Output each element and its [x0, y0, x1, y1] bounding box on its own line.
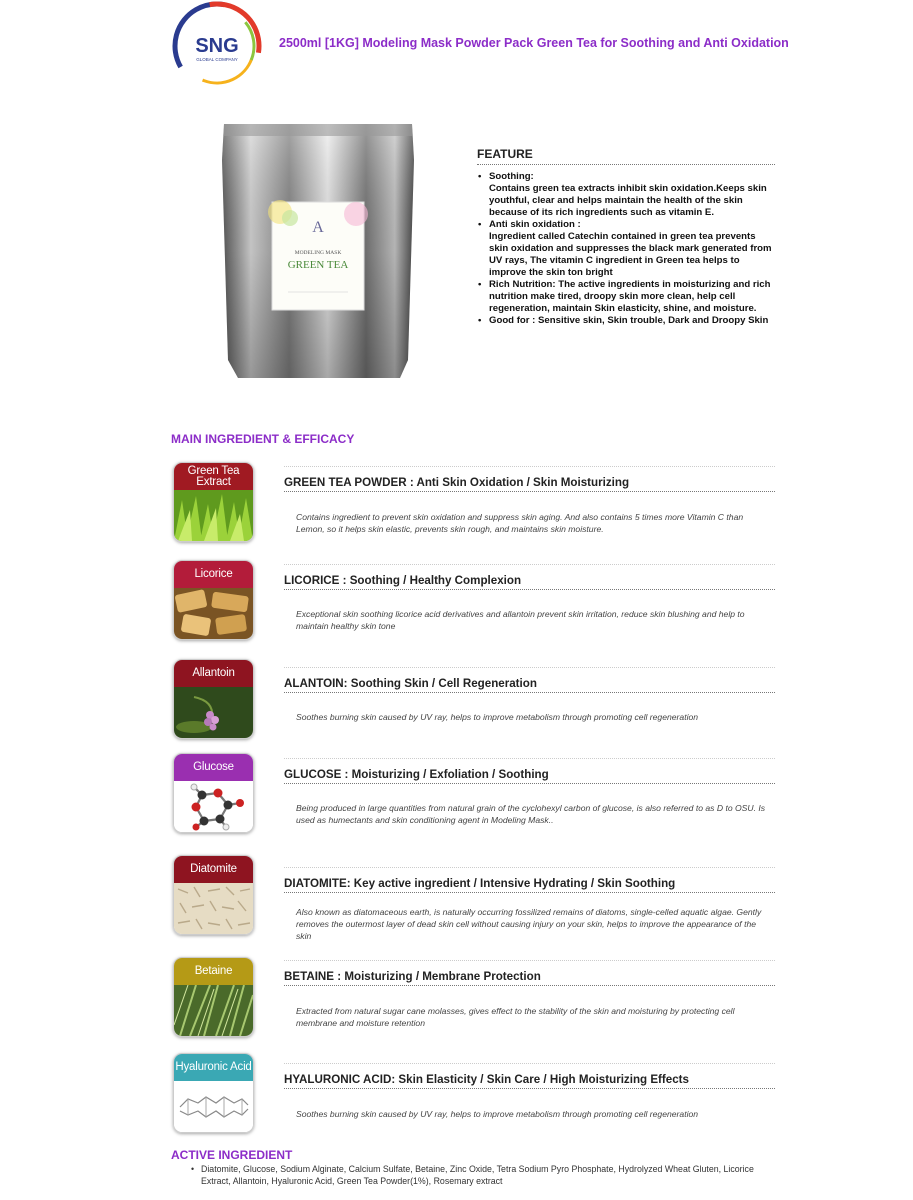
- ingredient-title: DIATOMITE: Key active ingredient / Intensive Hydrating / Skin Soothing: [284, 877, 775, 893]
- package-line2: GREEN TEA: [287, 259, 349, 271]
- hyaluronic-structure-image: [174, 1081, 253, 1132]
- glucose-icon: [173, 753, 254, 833]
- feature-item: [489, 279, 775, 315]
- ingredient-title: GLUCOSE : Moisturizing / Exfoliation / Soothing: [284, 768, 775, 784]
- allantoin-icon: [173, 659, 254, 739]
- ingredient-description: Being produced in large quantities from natural grain of the cyclohexyl carbon of glucose, is also referred to as D to OSU. Is used as humectants and skin conditioning agent in Modeling Mask..: [296, 803, 766, 825]
- sugar-cane-image: [174, 985, 253, 1036]
- product-title: 2500ml [1KG] Modeling Mask Powder Pack Green Tea for Soothing and Anti Oxidation: [279, 36, 789, 50]
- licorice-icon: [173, 560, 254, 640]
- icon-label: Allantoin: [174, 660, 253, 687]
- ingredient-description: Exceptional skin soothing licorice acid derivatives and allantoin prevent skin irritation, reduce skin blushing and help to maintain healthy skin tone: [296, 609, 745, 631]
- feature-section: [477, 147, 775, 327]
- icon-label: Hyaluronic Acid: [174, 1054, 253, 1081]
- feature-item-body: Contains green tea extracts inhibit skin oxidation.Keeps skin youthful, clear and helps maintain the health of the skin because of its rich ingredients such as vitamin E.: [489, 183, 767, 218]
- feature-item: [489, 171, 775, 219]
- ingredient-title: LICORICE : Soothing / Healthy Complexion: [284, 574, 775, 590]
- ingredient-description: Extracted from natural sugar cane molasses, gives effect to the stability of the skin and moisturing by protecting cell membrane and moisture retention: [296, 1006, 735, 1028]
- icon-label: Diatomite: [174, 856, 253, 883]
- licorice-root-image: [174, 588, 253, 639]
- feature-item-label: Rich Nutrition: The active ingredients in moisturizing and rich nutrition make tired, droopy skin more clean, help cell regeneration, maintain Skin elasticity, shine, and moisture.: [489, 279, 771, 314]
- ingredient-description: Soothes burning skin caused by UV ray, helps to improve metabolism through promoting cell regeneration: [296, 712, 699, 722]
- ingredient-title: ALANTOIN: Soothing Skin / Cell Regeneration: [284, 677, 775, 693]
- active-ingredient-item: • Diatomite, Glucose, Sodium Alginate, Calcium Sulfate, Betaine, Zinc Oxide, Tetra Sodium Pyro Phosphate, Hydrolyzed Wheat Gluten, Licorice Extract, Allantoin, Hyaluronic Acid, Green Tea Powder(1%), Rosemary extract: [193, 1163, 763, 1187]
- ingredient-description: Also known as diatomaceous earth, is naturally occurring fossilized remains of diatoms, single-celled aquatic algae. Gently removes the outermost layer of dead skin cell without causing injury on your skin, helps to improve the appearance of the skin: [296, 907, 762, 941]
- feature-item-label: Good for : Sensitive skin, Skin trouble, Dark and Droopy Skin: [489, 315, 769, 326]
- feature-item: [489, 219, 775, 279]
- glucose-molecule-image: [174, 781, 253, 832]
- hyaluronic-acid-icon: [173, 1053, 254, 1133]
- ingredient-title: HYALURONIC ACID: Skin Elasticity / Skin Care / High Moisturizing Effects: [284, 1073, 775, 1089]
- main-ingredient-heading: MAIN INGREDIENT & EFFICACY: [171, 432, 355, 446]
- feature-heading: FEATURE: [477, 147, 775, 165]
- icon-label: Green Tea Extract: [174, 463, 253, 490]
- green-tea-icon: [173, 462, 254, 542]
- diatomite-icon: [173, 855, 254, 935]
- icon-label: Glucose: [174, 754, 253, 781]
- active-ingredient-heading: ACTIVE INGREDIENT: [171, 1148, 293, 1162]
- logo-subtext: GLOBAL COMPANY: [196, 57, 238, 62]
- logo-text: SNG: [195, 35, 239, 57]
- ingredient-title: GREEN TEA POWDER : Anti Skin Oxidation / Skin Moisturizing: [284, 476, 775, 492]
- betaine-icon: [173, 957, 254, 1037]
- feature-item-label: Anti skin oxidation :: [489, 219, 581, 230]
- package-line1: MODELING MASK: [294, 250, 342, 256]
- sng-logo: [170, 0, 264, 92]
- package-brand-mark: A: [312, 219, 324, 236]
- product-package-image: [218, 120, 418, 382]
- ingredient-description: Soothes burning skin caused by UV ray, helps to improve metabolism through promoting cell regeneration: [296, 1109, 699, 1119]
- active-ingredient-list: [193, 1163, 763, 1187]
- icon-label: Licorice: [174, 561, 253, 588]
- ingredient-description: Contains ingredient to prevent skin oxidation and suppress skin aging. And also contains 5 times more Vitamin C than Lemon, so it helps skin elastic, prevents skin rough, and maintains skin moisture.: [296, 512, 744, 534]
- feature-item-body: Ingredient called Catechin contained in green tea prevents skin oxidation and suppresses the black mark generated from UV rays, The vitamin C ingredient in Green tea helps to improve the skin ton bright: [489, 231, 772, 278]
- diatomite-texture-image: [174, 883, 253, 934]
- comfrey-flower-image: [174, 687, 253, 738]
- feature-list: [477, 171, 775, 327]
- icon-label: Betaine: [174, 958, 253, 985]
- green-tea-leaves-image: [174, 490, 253, 541]
- feature-item-label: Soothing:: [489, 171, 534, 182]
- ingredient-title: BETAINE : Moisturizing / Membrane Protection: [284, 970, 775, 986]
- feature-item: [489, 315, 775, 327]
